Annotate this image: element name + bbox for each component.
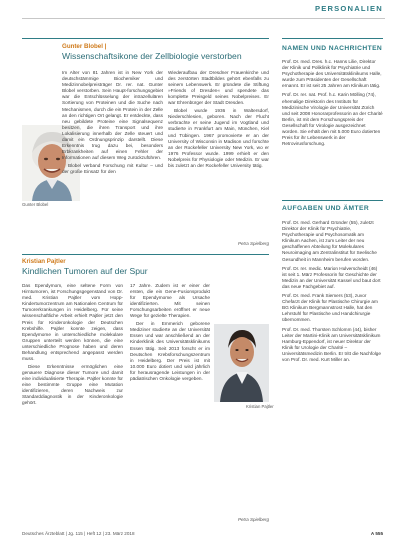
article2-photo [214, 324, 269, 402]
section-tag: PERSONALIEN [314, 4, 383, 13]
article1-col2 [168, 70, 269, 238]
article1-col1-paragraph: Im Alter von 81 Jahren ist in New York der deutschstämmige Biochemiker und Medizinnobelpreisträger Dr. rer. nat. Gunter Blobel verstorben. Sein Haupt-forschungsgebiet war die Entschlüsselung der intrazellulären Sortierung von Proteinen und die Suche nach Mechanismen, durch die ein Protein in der Zelle an den richtigen Ort gelangt. Er entdeckte, dass neu gebildete Proteine eine Signalsequenz besitzen, die ihren Transport und ihre Lokalisierung innerhalb der Zelle steuert und damit ein Ordnungsprinzip darstellt. Diese Erkenntnis trug dazu bei, besonders Erbkrankheiten auf einen Fehler der Informationen auf diesem Weg zurückzuführen. [62, 70, 163, 161]
article2-col1-paragraph: Das Ependymom, eine seltene Form von Hirntumoren, ist Forschungsgegenstand von Dr. med. Kristian Pajtler vom Hopp-Kindertumorzentrum am Nationalen Centrum für Tumorerkrankungen in Heidelberg. Für seine wissenschaftliche Arbeit erhielt Pajtler jetzt den Preis für Kinderonkologie der Deutschen Krebshilfe. Pajtler konnte zeigen, dass Ependymome in unterschiedliche molekulare Gruppen unterteilt werden können, die eine unterschiedliche Prognose haben und deren Behandlung entsprechend angepasst werden muss. [22, 283, 123, 362]
article2-photo-caption: Kristian Pajtler [246, 404, 274, 409]
article2-col2-paragraph: Der in Emmerich geborene Mediziner studierte an der Universität Essen und war anschließend an der Kinderklinik des Universitätsklinikums Essen tätig. Seit 2013 forscht er im Deutschen Krebsforschungszentrum in Heidelberg. Der Preis ist mit 10.000 Euro dotiert und wird jährlich für herausragende Leistungen in der pädiatrischen Onkologie vergeben. [130, 321, 210, 381]
awards-top-rule [282, 200, 383, 201]
article2-signature: Petra Spielberg [237, 517, 269, 522]
article1-top-rule [22, 38, 269, 39]
article1-headline: Wissenschaftsikone der Zellbiologie verstorben [62, 51, 242, 61]
news-items [282, 59, 383, 187]
awards-item: Prof. Dr. med. Thorsten Schlomm (44), bisher Leiter der Martini-Klinik am Universitätsklinikum Hamburg-Eppendorf, ist neuer Direktor der Klinik für Urologie der Charité – Universitätsmedizin Berlin. Er tritt die Nachfolge von Prof. Dr. med. Kurt Miller an. [282, 326, 381, 362]
awards-items [282, 220, 383, 522]
article2-top-rule [22, 254, 269, 255]
news-section-title: NAMEN UND NACHRICHTEN [282, 45, 383, 52]
page-footer [22, 531, 383, 536]
news-item: Prof. Dr. med. Dres. h.c. Hanns Lilie, Direktor der Klinik und Poliklinik für Psychiatrie und Psychotherapie des Universitätsklinikums Halle, wurde zum Präsidenten der Gesellschaft ernannt. Er ist seit 25 Jahren am Klinikum tätig. [282, 59, 382, 89]
news-item: Prof. Dr. rer. nat. Prof. h.c. Karin Mölling (74), ehemalige Direktorin des Instituts für Medizinische Virologie der Universität Zürich und seit 2008 Honorarprofessorin an der Charité Berlin, ist mit dem Forschungspreis der Gesellschaft für Virologie ausgezeichnet worden. Sie erhält den mit 5.000 Euro dotierten Preis für ihr Lebenswerk in der Retrovirusforschung. [282, 92, 383, 147]
footer-publication: Deutsches Ärzteblatt | Jg. 115 | Heft 12 | 23. März 2018 [22, 531, 135, 536]
awards-section-title: AUFGABEN UND ÄMTER [282, 205, 370, 212]
article2-col1-paragraph: Diese Erkenntnisse ermöglichen eine genauere Diagnose dieser Tumore und damit eine individualisierte Therapie. Pajtler konnte für eine bestimmte Gruppe eine Mutation identifizieren, deren Nachweis zur Standarddiagnostik in der Kinderonkologie gehört. [22, 363, 123, 406]
article1-col1-paragraph: Blobel verband Forschung mit Kultur – und der große Einsatz für den [62, 163, 163, 175]
article2-headline: Kindlichen Tumoren auf der Spur [22, 266, 148, 276]
article1-col1 [62, 70, 163, 245]
awards-item: Prof. Dr. med. Frank Siemers (53), zuvor Chefarzt der Klinik für Plastische Chirurgie am BG Klinikum Bergmannstrost Halle, hat den Lehrstuhl für Plastische und Handchirurgie übernommen. [282, 293, 378, 323]
article1-col2-paragraph: Wiederaufbau der Dresdner Frauenkirche und des zerstörten Stadtbildes gehört ebenfalls zu seinem Lebenswerk. Er gründete die Stiftung »Friends of Dresden« und spendete das komplette Preisgeld seines Nobelpreises. Er war Ehrenbürger der Stadt Dresden. [168, 70, 269, 106]
article1-col2-paragraph: Blobel wurde 1936 in Waltersdorf, Niederschlesien, geboren. Nach der Flucht verbrachte er seine Jugend im Vogtland und studierte in Frankfurt am Main, München, Kiel und Tübingen. 1967 promovierte er an der University of Wisconsin in Madison und forschte an der Rockefeller University New York, wo er 1976 Professor wurde. 1999 erhielt er den Nobelpreis für Physiologie oder Medizin. Er war bis zuletzt an der Rockefeller University tätig. [168, 108, 269, 168]
article1-signature: Petra Spielberg [237, 241, 269, 246]
news-top-rule [282, 38, 383, 39]
article2-col2-paragraph: 17 Jahre. Zudem ist er einer der ersten, die ein Gene-Fusionsprodukt für Ependymome als Ursache identifizierten. Mit seinen Forschungsarbeiten eröffnet er neue Wege für gezielte Therapien. [130, 283, 210, 319]
awards-item: Prof. Dr. rer. medic. Marion Hulverscheidt (46) ist seit 1. März Professorin für Geschichte der Medizin an der Universität Kassel und baut dort das neue Fachgebiet auf. [282, 265, 381, 289]
article1-photo-caption: Gunter Blobel [22, 202, 49, 207]
article2-col2 [130, 283, 210, 515]
article1-kicker: Gunter Blobel | [62, 43, 107, 50]
portrait-young-man-image [214, 324, 269, 402]
article2-col1 [22, 283, 123, 523]
header-rule [22, 18, 385, 19]
page-number: A 555 [370, 531, 383, 536]
awards-item: Prof. Dr. med. Gerhard Gründer (55), zuletzt Direktor der Klinik für Psychiatrie, Psychotherapie und Psychosomatik am Klinikum Aachen, ist zum Leiter der neu geschaffenen Abteilung für Molekulares Neuroimaging am Zentralinstitut für Seelische Gesundheit in Mannheim berufen worden. [282, 220, 377, 262]
article2-kicker: Kristian Pajtler [22, 258, 66, 265]
